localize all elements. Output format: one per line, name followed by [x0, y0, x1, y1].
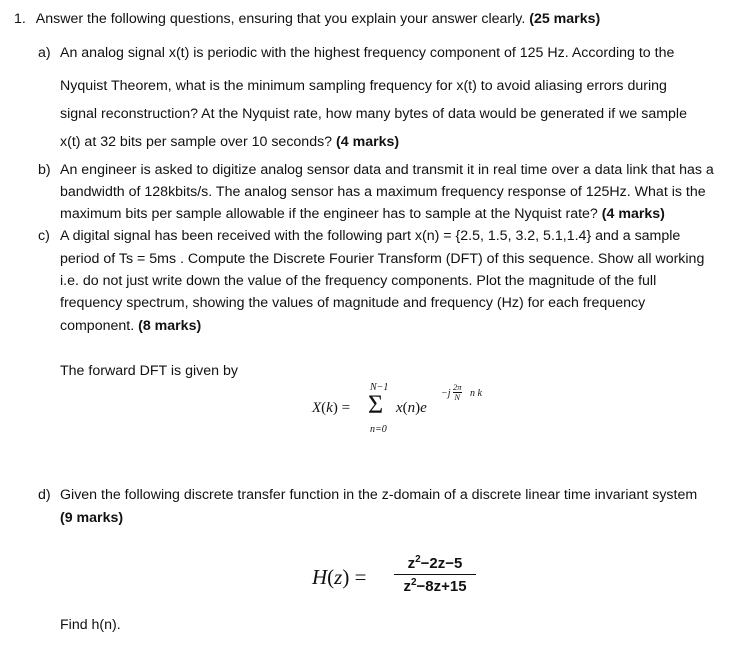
part-c-line-5-text: component.	[60, 318, 135, 334]
part-b-line-2: bandwidth of 128kbits/s. The analog sensor has a maximum frequency response of 125Hz. What is the	[60, 184, 706, 200]
part-a-label: a)	[38, 45, 51, 61]
part-b-label: b)	[38, 162, 51, 178]
part-b-line-3	[60, 205, 665, 223]
find-hn: Find h(n).	[60, 617, 121, 633]
dft-formula-text	[312, 380, 313, 381]
part-a-line-4	[60, 133, 399, 151]
part-c-line-4: frequency spectrum, showing the values of magnitude and frequency (Hz) for each frequency	[60, 295, 646, 311]
part-d-label: d)	[38, 487, 51, 503]
dft-formula: X(k) = N−1 Σ n=0 x(n)e −j 2π N n k	[312, 382, 482, 435]
question-1-heading	[14, 10, 600, 28]
part-a-marks: (4 marks)	[336, 134, 400, 150]
part-b-marks: (4 marks)	[601, 206, 665, 222]
part-c-line-5	[60, 317, 201, 335]
part-a-line-3: signal reconstruction? At the Nyquist rate, how many bytes of data would be generated if we sample	[60, 106, 687, 122]
part-b-line-1: An engineer is asked to digitize analog sensor data and transmit it in real time over a data link that has a	[60, 162, 714, 178]
part-c-line-1: A digital signal has been received with the following part x(n) = {2.5, 1.5, 3.2, 5.1,1.4} and a sample	[60, 228, 681, 244]
part-c-line-3: i.e. do not just write down the value of the frequency components. Plot the magnitude of the full	[60, 273, 657, 289]
transfer-function-formula: H(z) = $z^2-2z-5$ $z^2-8z+15$	[312, 552, 512, 604]
question-number: 1.	[14, 11, 26, 27]
part-b-line-3-text: maximum bits per sample allowable if the engineer has to sample at the Nyquist rate?	[60, 206, 598, 222]
question-text: Answer the following questions, ensuring that you explain your answer clearly.	[35, 11, 526, 27]
part-a-line-2: Nyquist Theorem, what is the minimum sampling frequency for x(t) to avoid aliasing errors during	[60, 78, 667, 94]
dft-intro: The forward DFT is given by	[60, 363, 238, 379]
transfer-function-text	[312, 552, 313, 553]
part-a-line-4-text: x(t) at 32 bits per sample over 10 seconds?	[60, 134, 333, 150]
part-c-marks: (8 marks)	[138, 318, 202, 334]
part-d-marks: (9 marks)	[60, 510, 124, 526]
part-d-line-1: Given the following discrete transfer function in the z-domain of a discrete linear time invariant system	[60, 487, 698, 503]
part-a-line-1: An analog signal x(t) is periodic with the highest frequency component of 125 Hz. According to the	[60, 45, 675, 61]
question-marks: (25 marks)	[529, 11, 601, 27]
part-c-line-2: period of Ts = 5ms . Compute the Discrete Fourier Transform (DFT) of this sequence. Show all working	[60, 251, 705, 267]
part-c-label: c)	[38, 228, 50, 244]
